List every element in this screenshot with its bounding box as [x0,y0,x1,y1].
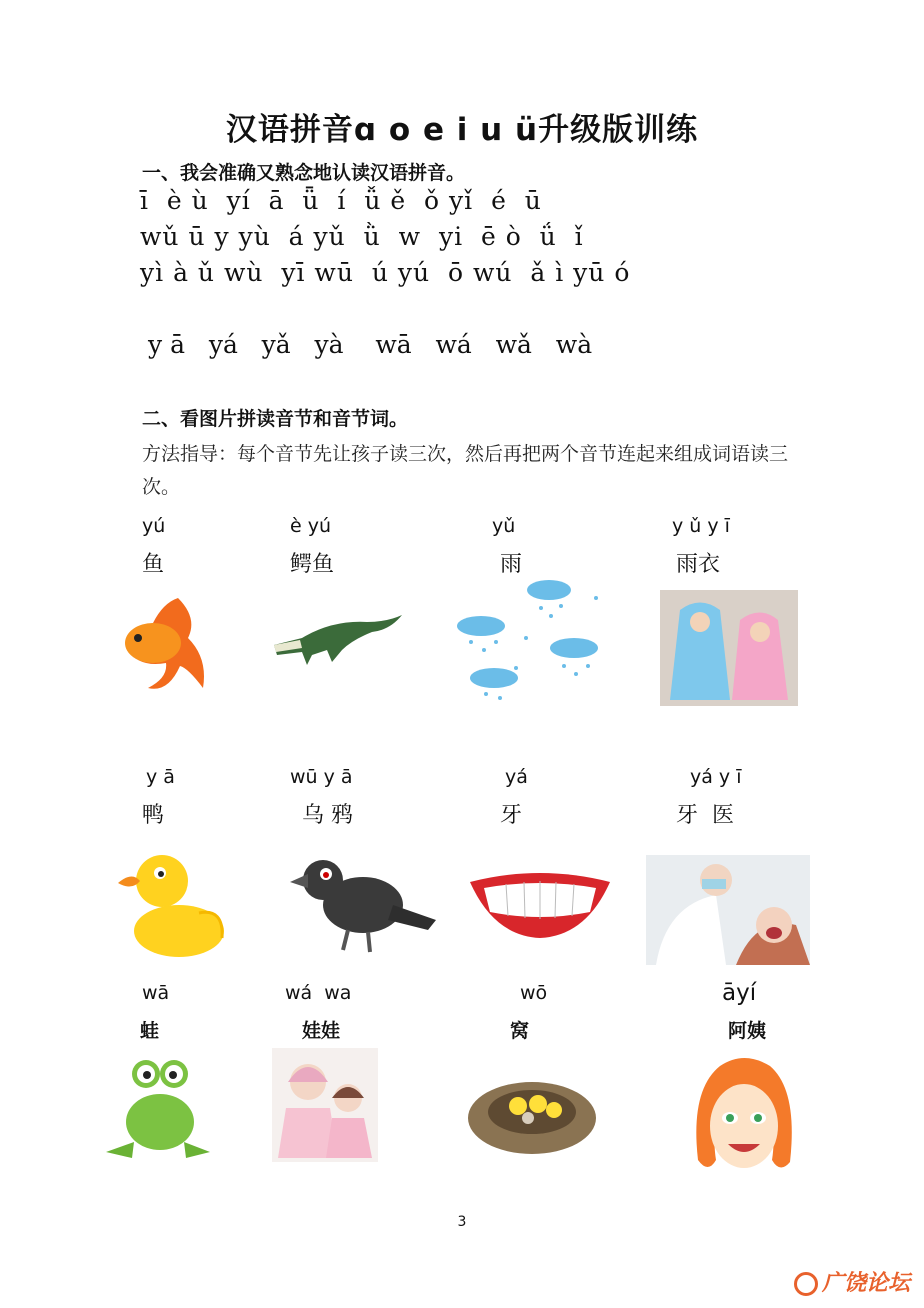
word-pinyin: wō [520,982,548,1004]
crocodile-icon [272,600,404,670]
word-hanzi: 雨衣 [676,552,721,577]
dentist-icon [646,855,810,965]
frog-icon [104,1052,212,1164]
word-hanzi: 阿姨 [728,1020,767,1042]
pinyin-line-2: wǔ ū y yù á yǔ ǜ w yi ē ò ǘ ǐ [140,222,584,251]
word-pinyin: yá y ī [690,766,742,788]
method-guide: 方法指导：每个音节先让孩子读三次，然后再把两个音节连起来组成词语读三次。 [142,443,789,498]
watermark-logo-icon [794,1272,818,1296]
word-hanzi: 牙 医 [676,803,734,828]
word-pinyin: wū y ā [290,766,353,788]
word-hanzi: 窝 [510,1020,530,1042]
crow-icon [288,850,438,958]
word-hanzi: 雨 [500,552,523,577]
watermark-text: 广饶论坛 [821,1271,910,1296]
duck-icon [114,843,228,961]
word-pinyin: yá [505,766,528,788]
pinyin-line-4: y ā yá yǎ yà wā wá wǎ wà [148,330,593,359]
teeth-icon [466,864,614,940]
raincoat-icon [660,590,798,706]
word-hanzi: 蛙 [140,1020,160,1042]
word-pinyin: yú [142,515,166,537]
word-pinyin: è yú [290,515,332,537]
word-hanzi: 牙 [500,803,523,828]
section1-heading: 一、我会准确又熟念地认读汉语拼音。 [142,162,466,184]
section2-heading: 二、看图片拼读音节和音节词。 [142,408,409,430]
word-pinyin: yǔ [492,515,516,537]
nest-icon [462,1058,602,1174]
dolls-icon [272,1048,378,1162]
word-hanzi: 鱼 [142,552,165,577]
word-pinyin: y ā [146,766,175,788]
pinyin-line-1: ī è ù yí ā ǖ í ǚ ě ǒ yǐ é ū [140,186,542,215]
word-hanzi: 乌 鸦 [302,803,353,828]
word-pinyin: wá wa [285,982,352,1004]
word-hanzi: 鳄鱼 [290,552,335,577]
word-hanzi: 娃娃 [302,1020,341,1042]
word-hanzi: 鸭 [142,803,165,828]
word-pinyin: āyí [722,980,757,1006]
watermark [794,1266,910,1297]
word-pinyin: wā [142,982,170,1004]
page-title: 汉语拼音ɑ o e i u ü升级版训练 [225,112,699,148]
pinyin-line-3: yì à ǔ wù yī wū ú yú ō wú ǎ ì yū ó [140,258,631,287]
goldfish-icon [108,588,218,708]
word-pinyin: y ǔ y ī [672,515,730,537]
rain-icon [456,578,608,704]
aunt-face-icon [690,1050,798,1178]
page-number: 3 [457,1214,467,1230]
